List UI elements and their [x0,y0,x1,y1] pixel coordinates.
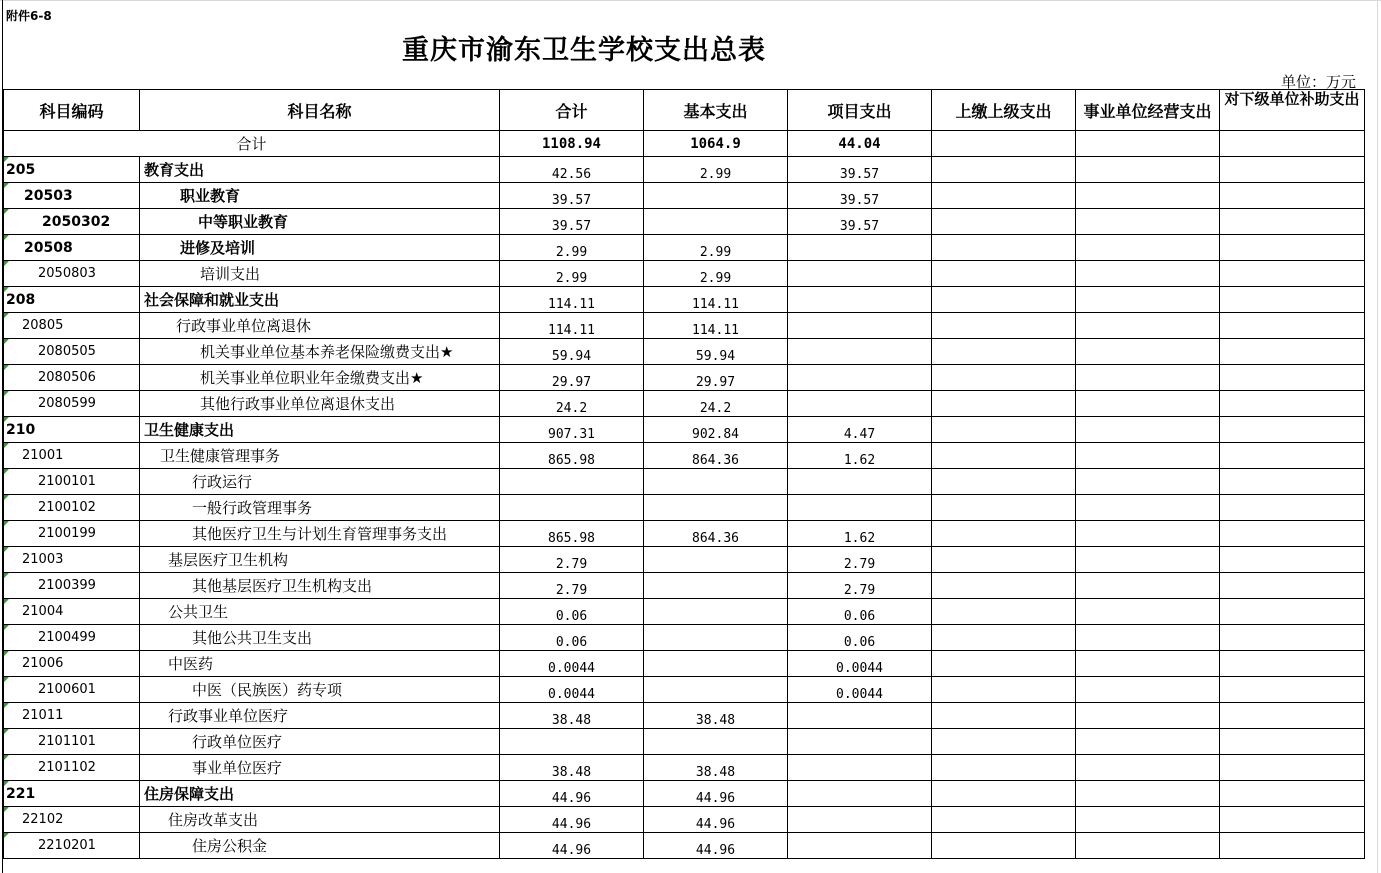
row-name-cell[interactable]: 住房公积金 [140,833,500,859]
row-upper-payment-cell[interactable] [932,339,1076,365]
row-project-cell[interactable]: 0.0044 [788,651,932,677]
row-code-cell[interactable]: 2100199 [4,521,140,547]
row-code-cell[interactable]: 221 [4,781,140,807]
row-basic-cell[interactable]: 114.11 [644,313,788,339]
row-business-cell[interactable] [1076,599,1220,625]
row-subsidy-cell[interactable] [1220,157,1365,183]
row-upper-payment-cell[interactable] [932,755,1076,781]
table-row [4,599,1365,625]
row-project-cell[interactable] [788,755,932,781]
row-business-cell[interactable] [1076,833,1220,859]
row-business-cell[interactable] [1076,677,1220,703]
row-subsidy-cell[interactable] [1220,703,1365,729]
row-business-cell[interactable] [1076,209,1220,235]
table-row [4,807,1365,833]
total-subsidy[interactable] [1220,131,1365,157]
row-total-cell[interactable]: 39.57 [500,183,644,209]
row-project-cell[interactable] [788,313,932,339]
row-subsidy-cell[interactable] [1220,443,1365,469]
row-project-cell[interactable] [788,339,932,365]
row-business-cell[interactable] [1076,573,1220,599]
row-name-cell[interactable]: 行政运行 [140,469,500,495]
row-project-cell[interactable] [788,703,932,729]
row-business-cell[interactable] [1076,391,1220,417]
row-total-cell[interactable] [500,469,644,495]
row-subsidy-cell[interactable] [1220,365,1365,391]
row-project-cell[interactable] [788,391,932,417]
row-total-cell[interactable]: 114.11 [500,287,644,313]
row-subsidy-cell[interactable] [1220,313,1365,339]
row-basic-cell[interactable] [644,573,788,599]
table-row [4,183,1365,209]
row-upper-payment-cell[interactable] [932,547,1076,573]
row-name-cell[interactable]: 行政事业单位医疗 [140,703,500,729]
row-subsidy-cell[interactable] [1220,755,1365,781]
row-name-cell[interactable]: 教育支出 [140,157,500,183]
row-upper-payment-cell[interactable] [932,729,1076,755]
row-basic-cell[interactable] [644,547,788,573]
row-total-cell[interactable]: 44.96 [500,781,644,807]
table-row [4,573,1365,599]
row-code-cell[interactable]: 20805 [4,313,140,339]
row-project-cell[interactable]: 0.0044 [788,677,932,703]
total-amount[interactable]: 1108.94 [500,131,644,157]
attachment-label: 附件6-8 [6,9,52,23]
row-subsidy-cell[interactable] [1220,183,1365,209]
row-business-cell[interactable] [1076,521,1220,547]
row-subsidy-cell[interactable] [1220,339,1365,365]
row-basic-cell[interactable]: 864.36 [644,521,788,547]
row-basic-cell[interactable]: 902.84 [644,417,788,443]
row-upper-payment-cell[interactable] [932,183,1076,209]
row-code-cell[interactable]: 2050803 [4,261,140,287]
row-total-cell[interactable]: 38.48 [500,755,644,781]
row-subsidy-cell[interactable] [1220,209,1365,235]
table-row [4,443,1365,469]
row-name-cell[interactable]: 其他行政事业单位离退休支出 [140,391,500,417]
row-code-cell[interactable]: 2050302 [4,209,140,235]
table-row [4,157,1365,183]
row-business-cell[interactable] [1076,495,1220,521]
row-subsidy-cell[interactable] [1220,287,1365,313]
row-subsidy-cell[interactable] [1220,625,1365,651]
row-code-cell[interactable]: 2100499 [4,625,140,651]
row-basic-cell[interactable]: 864.36 [644,443,788,469]
row-total-cell[interactable]: 2.79 [500,547,644,573]
row-subsidy-cell[interactable] [1220,469,1365,495]
total-basic[interactable]: 1064.9 [644,131,788,157]
row-basic-cell[interactable]: 59.94 [644,339,788,365]
row-project-cell[interactable]: 0.06 [788,625,932,651]
row-code-cell[interactable]: 2100601 [4,677,140,703]
row-basic-cell[interactable] [644,677,788,703]
row-project-cell[interactable]: 1.62 [788,521,932,547]
header-total[interactable]: 合计 [500,90,644,131]
row-upper-payment-cell[interactable] [932,469,1076,495]
row-subsidy-cell[interactable] [1220,729,1365,755]
row-name-cell[interactable]: 卫生健康支出 [140,417,500,443]
row-business-cell[interactable] [1076,469,1220,495]
table-row [4,417,1365,443]
table-row [4,625,1365,651]
row-project-cell[interactable]: 2.79 [788,547,932,573]
row-subsidy-cell[interactable] [1220,677,1365,703]
row-code-cell[interactable]: 2080505 [4,339,140,365]
row-total-cell[interactable]: 0.0044 [500,651,644,677]
row-project-cell[interactable]: 39.57 [788,157,932,183]
row-basic-cell[interactable] [644,599,788,625]
row-code-cell[interactable]: 2080506 [4,365,140,391]
row-code-cell[interactable]: 21001 [4,443,140,469]
row-business-cell[interactable] [1076,625,1220,651]
row-total-cell[interactable]: 2.99 [500,235,644,261]
row-upper-payment-cell[interactable] [932,365,1076,391]
table-row [4,469,1365,495]
row-project-cell[interactable] [788,833,932,859]
row-upper-payment-cell[interactable] [932,261,1076,287]
row-code-cell[interactable]: 2101102 [4,755,140,781]
row-subsidy-cell[interactable] [1220,573,1365,599]
row-upper-payment-cell[interactable] [932,521,1076,547]
table-row [4,313,1365,339]
row-business-cell[interactable] [1076,287,1220,313]
row-total-cell[interactable]: 59.94 [500,339,644,365]
row-code-cell[interactable]: 210 [4,417,140,443]
row-business-cell[interactable] [1076,365,1220,391]
row-code-cell[interactable]: 2210201 [4,833,140,859]
row-total-cell[interactable]: 42.56 [500,157,644,183]
row-total-cell[interactable]: 39.57 [500,209,644,235]
table-row [4,833,1365,859]
row-business-cell[interactable] [1076,781,1220,807]
row-name-cell[interactable]: 职业教育 [140,183,500,209]
row-code-cell[interactable]: 205 [4,157,140,183]
row-basic-cell[interactable]: 44.96 [644,833,788,859]
page-right-border [1377,0,1378,873]
row-total-cell[interactable]: 907.31 [500,417,644,443]
row-basic-cell[interactable] [644,495,788,521]
row-business-cell[interactable] [1076,755,1220,781]
header-project[interactable]: 项目支出 [788,90,932,131]
unit-label: 单位：万元 [1281,73,1357,91]
row-name-cell[interactable]: 社会保障和就业支出 [140,287,500,313]
row-upper-payment-cell[interactable] [932,287,1076,313]
row-business-cell[interactable] [1076,313,1220,339]
row-business-cell[interactable] [1076,807,1220,833]
row-code-cell[interactable]: 2100399 [4,573,140,599]
total-upper-payment[interactable] [932,131,1076,157]
row-basic-cell[interactable]: 2.99 [644,157,788,183]
table-row [4,495,1365,521]
row-name-cell[interactable]: 其他公共卫生支出 [140,625,500,651]
row-project-cell[interactable]: 39.57 [788,209,932,235]
header-upper-payment[interactable]: 上缴上级支出 [932,90,1076,131]
table-row [4,339,1365,365]
table-row [4,703,1365,729]
row-basic-cell[interactable] [644,209,788,235]
row-upper-payment-cell[interactable] [932,651,1076,677]
table-row [4,521,1365,547]
row-upper-payment-cell[interactable] [932,235,1076,261]
row-name-cell[interactable]: 培训支出 [140,261,500,287]
row-name-cell[interactable]: 其他基层医疗卫生机构支出 [140,573,500,599]
row-upper-payment-cell[interactable] [932,625,1076,651]
row-project-cell[interactable]: 2.79 [788,573,932,599]
row-total-cell[interactable]: 29.97 [500,365,644,391]
row-code-cell[interactable]: 2100102 [4,495,140,521]
row-basic-cell[interactable]: 29.97 [644,365,788,391]
row-code-cell[interactable]: 21003 [4,547,140,573]
total-row [4,131,1365,157]
row-total-cell[interactable] [500,495,644,521]
row-project-cell[interactable] [788,729,932,755]
header-basic[interactable]: 基本支出 [644,90,788,131]
row-basic-cell[interactable]: 38.48 [644,755,788,781]
row-total-cell[interactable] [500,729,644,755]
table-row [4,547,1365,573]
row-code-cell[interactable]: 2080599 [4,391,140,417]
row-name-cell[interactable]: 住房保障支出 [140,781,500,807]
row-code-cell[interactable]: 20503 [4,183,140,209]
row-code-cell[interactable]: 20508 [4,235,140,261]
row-code-cell[interactable]: 22102 [4,807,140,833]
row-upper-payment-cell[interactable] [932,157,1076,183]
total-label[interactable]: 合计 [4,131,500,157]
row-project-cell[interactable]: 4.47 [788,417,932,443]
row-name-cell[interactable]: 住房改革支出 [140,807,500,833]
row-name-cell[interactable]: 中医药 [140,651,500,677]
row-business-cell[interactable] [1076,547,1220,573]
row-basic-cell[interactable]: 114.11 [644,287,788,313]
table-row [4,729,1365,755]
row-total-cell[interactable]: 44.96 [500,807,644,833]
row-subsidy-cell[interactable] [1220,651,1365,677]
table-row [4,209,1365,235]
row-upper-payment-cell[interactable] [932,495,1076,521]
table-row [4,781,1365,807]
row-project-cell[interactable] [788,365,932,391]
row-total-cell[interactable]: 24.2 [500,391,644,417]
row-upper-payment-cell[interactable] [932,781,1076,807]
row-name-cell[interactable]: 一般行政管理事务 [140,495,500,521]
header-business[interactable]: 事业单位经营支出 [1076,90,1220,131]
total-project[interactable]: 44.04 [788,131,932,157]
row-basic-cell[interactable]: 44.96 [644,807,788,833]
row-subsidy-cell[interactable] [1220,495,1365,521]
header-row [4,90,1365,131]
row-basic-cell[interactable] [644,729,788,755]
header-name[interactable]: 科目名称 [140,90,500,131]
row-name-cell[interactable]: 其他医疗卫生与计划生育管理事务支出 [140,521,500,547]
header-code[interactable]: 科目编码 [4,90,140,131]
row-business-cell[interactable] [1076,339,1220,365]
row-subsidy-cell[interactable] [1220,807,1365,833]
row-upper-payment-cell[interactable] [932,209,1076,235]
row-upper-payment-cell[interactable] [932,573,1076,599]
row-code-cell[interactable]: 21006 [4,651,140,677]
row-upper-payment-cell[interactable] [932,443,1076,469]
total-business[interactable] [1076,131,1220,157]
row-name-cell[interactable]: 行政事业单位离退休 [140,313,500,339]
row-upper-payment-cell[interactable] [932,833,1076,859]
row-total-cell[interactable]: 2.99 [500,261,644,287]
row-name-cell[interactable]: 机关事业单位基本养老保险缴费支出★ [140,339,500,365]
row-total-cell[interactable]: 0.06 [500,599,644,625]
row-basic-cell[interactable]: 2.99 [644,261,788,287]
row-total-cell[interactable]: 865.98 [500,521,644,547]
row-upper-payment-cell[interactable] [932,807,1076,833]
row-subsidy-cell[interactable] [1220,391,1365,417]
row-upper-payment-cell[interactable] [932,391,1076,417]
row-project-cell[interactable]: 39.57 [788,183,932,209]
table-row [4,235,1365,261]
row-project-cell[interactable] [788,807,932,833]
row-subsidy-cell[interactable] [1220,235,1365,261]
row-project-cell[interactable]: 0.06 [788,599,932,625]
row-business-cell[interactable] [1076,261,1220,287]
row-code-cell[interactable]: 21004 [4,599,140,625]
row-name-cell[interactable]: 进修及培训 [140,235,500,261]
row-project-cell[interactable] [788,261,932,287]
table-row [4,755,1365,781]
row-name-cell[interactable]: 卫生健康管理事务 [140,443,500,469]
row-total-cell[interactable]: 0.06 [500,625,644,651]
row-subsidy-cell[interactable] [1220,833,1365,859]
row-business-cell[interactable] [1076,703,1220,729]
page-top-border [0,0,1381,1]
row-business-cell[interactable] [1076,183,1220,209]
row-name-cell[interactable]: 基层医疗卫生机构 [140,547,500,573]
row-name-cell[interactable]: 公共卫生 [140,599,500,625]
table-row [4,677,1365,703]
row-business-cell[interactable] [1076,729,1220,755]
row-name-cell[interactable]: 中医（民族医）药专项 [140,677,500,703]
row-code-cell[interactable]: 2100101 [4,469,140,495]
row-basic-cell[interactable]: 2.99 [644,235,788,261]
page-title: 重庆市渝东卫生学校支出总表 [402,35,766,66]
row-total-cell[interactable]: 865.98 [500,443,644,469]
row-project-cell[interactable] [788,469,932,495]
row-basic-cell[interactable]: 44.96 [644,781,788,807]
row-total-cell[interactable]: 0.0044 [500,677,644,703]
row-code-cell[interactable]: 208 [4,287,140,313]
row-subsidy-cell[interactable] [1220,599,1365,625]
table-row [4,365,1365,391]
row-project-cell[interactable] [788,235,932,261]
row-upper-payment-cell[interactable] [932,703,1076,729]
table-row [4,651,1365,677]
row-basic-cell[interactable] [644,625,788,651]
row-code-cell[interactable]: 21011 [4,703,140,729]
row-name-cell[interactable]: 事业单位医疗 [140,755,500,781]
row-basic-cell[interactable]: 24.2 [644,391,788,417]
row-total-cell[interactable]: 44.96 [500,833,644,859]
row-project-cell[interactable] [788,287,932,313]
row-basic-cell[interactable]: 38.48 [644,703,788,729]
row-project-cell[interactable] [788,495,932,521]
row-total-cell[interactable]: 114.11 [500,313,644,339]
row-subsidy-cell[interactable] [1220,781,1365,807]
row-name-cell[interactable]: 机关事业单位职业年金缴费支出★ [140,365,500,391]
row-project-cell[interactable] [788,781,932,807]
row-project-cell[interactable]: 1.62 [788,443,932,469]
row-business-cell[interactable] [1076,651,1220,677]
table-row [4,287,1365,313]
row-code-cell[interactable]: 2101101 [4,729,140,755]
row-business-cell[interactable] [1076,235,1220,261]
table-row [4,261,1365,287]
row-name-cell[interactable]: 中等职业教育 [140,209,500,235]
row-upper-payment-cell[interactable] [932,677,1076,703]
row-subsidy-cell[interactable] [1220,261,1365,287]
row-upper-payment-cell[interactable] [932,313,1076,339]
row-name-cell[interactable]: 行政单位医疗 [140,729,500,755]
row-business-cell[interactable] [1076,157,1220,183]
row-subsidy-cell[interactable] [1220,417,1365,443]
row-business-cell[interactable] [1076,443,1220,469]
row-upper-payment-cell[interactable] [932,599,1076,625]
header-subsidy[interactable]: 对下级单位补助支出 [1220,90,1365,131]
row-upper-payment-cell[interactable] [932,417,1076,443]
table-row [4,391,1365,417]
row-business-cell[interactable] [1076,417,1220,443]
row-total-cell[interactable]: 38.48 [500,703,644,729]
row-basic-cell[interactable] [644,183,788,209]
row-subsidy-cell[interactable] [1220,547,1365,573]
row-basic-cell[interactable] [644,469,788,495]
row-subsidy-cell[interactable] [1220,521,1365,547]
row-total-cell[interactable]: 2.79 [500,573,644,599]
row-basic-cell[interactable] [644,651,788,677]
expenditure-table [3,89,1365,859]
